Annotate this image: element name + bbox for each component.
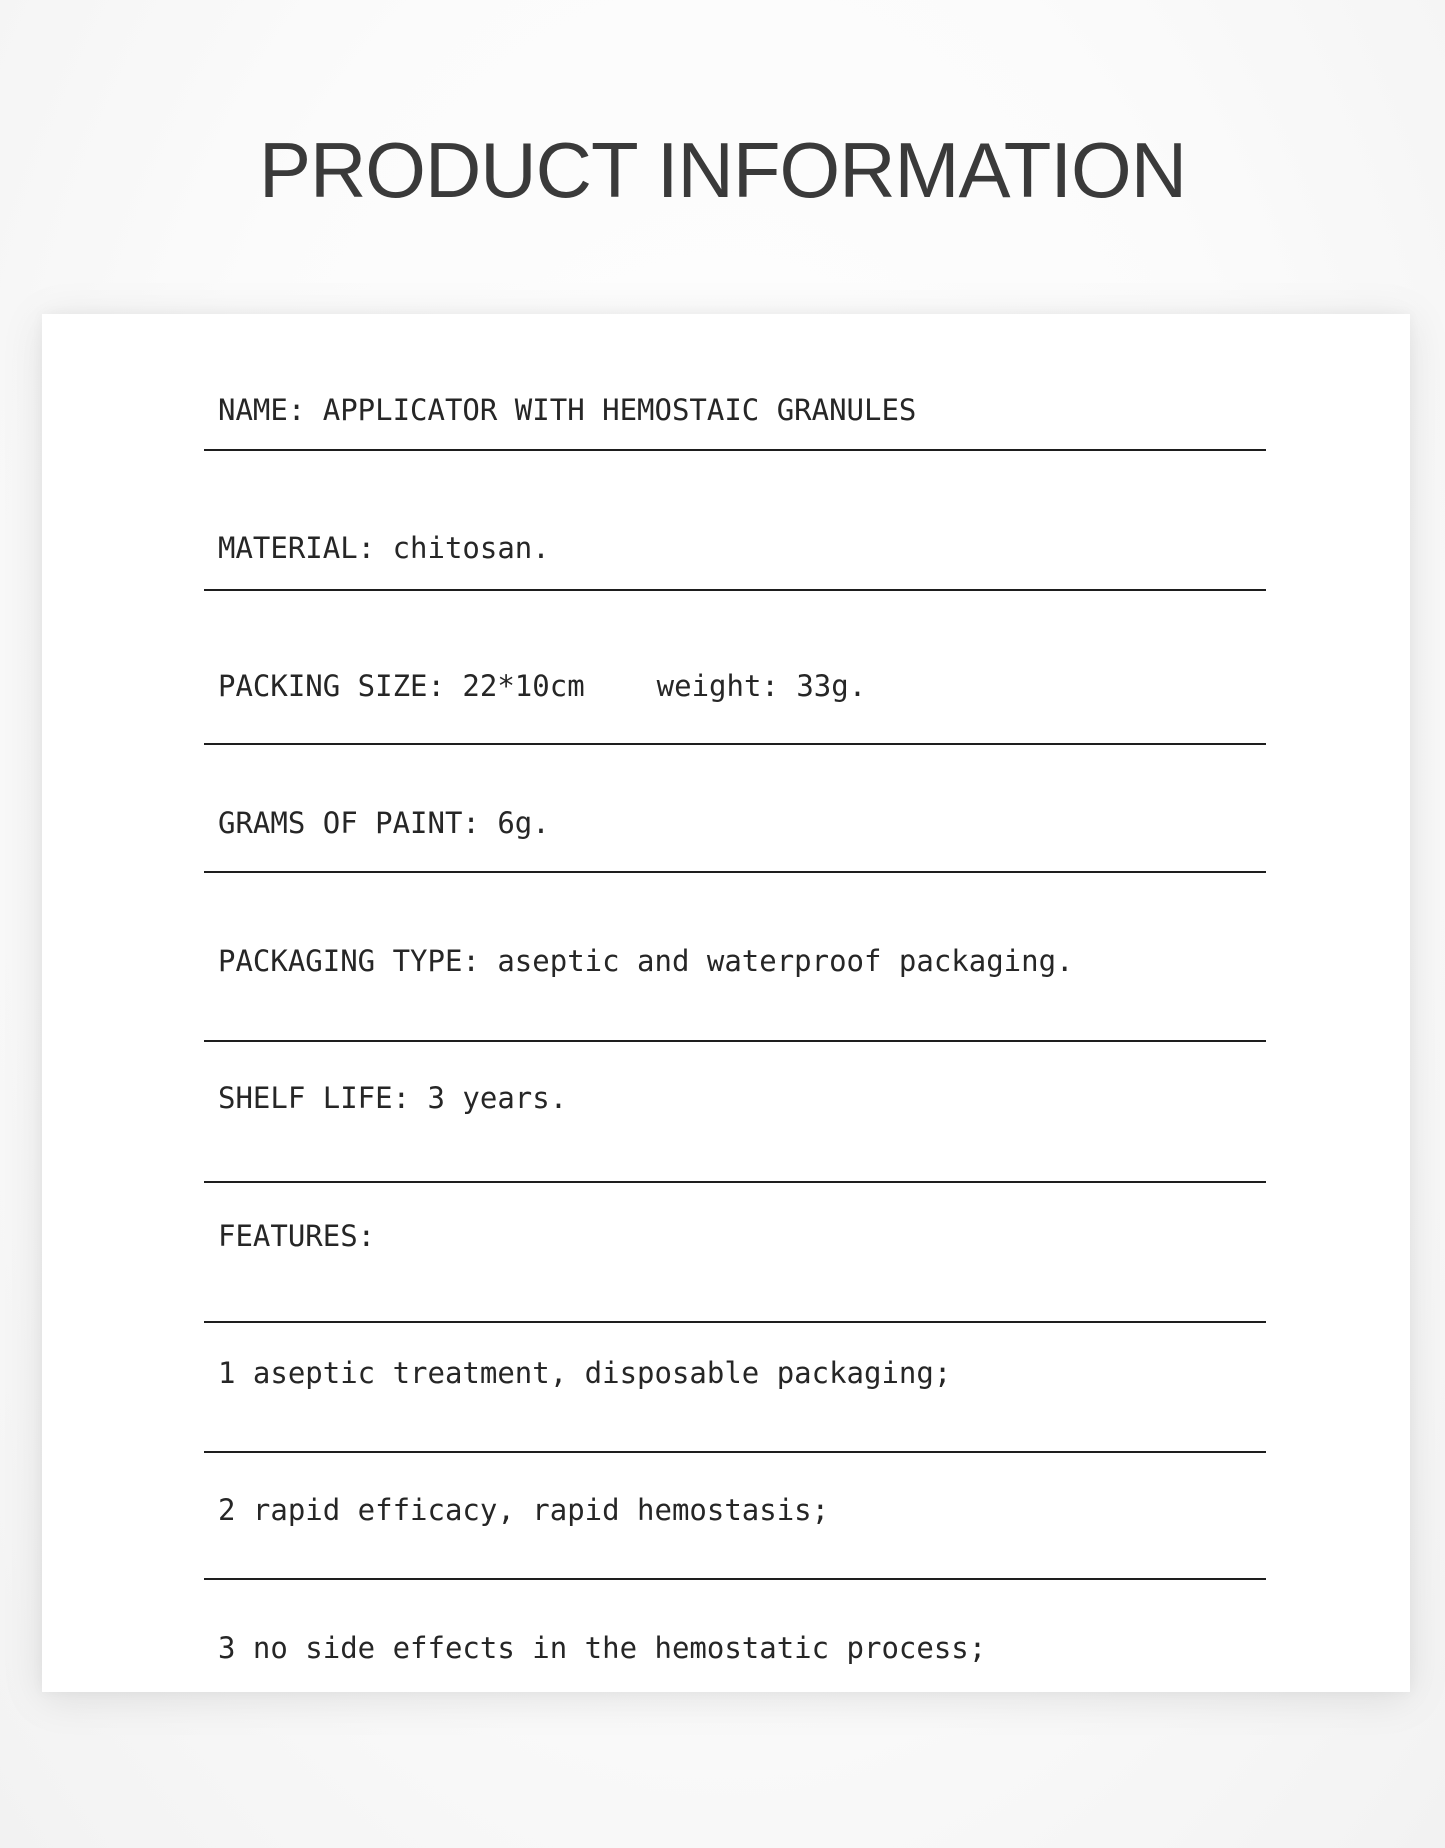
name-row: NAME: APPLICATOR WITH HEMOSTAIC GRANULES <box>218 393 917 427</box>
divider-line <box>204 1321 1266 1323</box>
feature-item-3: 3 no side effects in the hemostatic process; <box>218 1631 987 1665</box>
divider-line <box>204 449 1266 451</box>
divider-line <box>204 1040 1266 1042</box>
weight-text: weight: 33g. <box>656 669 867 703</box>
divider-line <box>204 589 1266 591</box>
page-title: PRODUCT INFORMATION <box>258 126 1187 214</box>
packaging-type-row: PACKAGING TYPE: aseptic and waterproof packaging. <box>218 944 1074 978</box>
grams-row: GRAMS OF PAINT: 6g. <box>218 806 550 840</box>
info-card <box>42 314 1410 1692</box>
packing-size-text: PACKING SIZE: 22*10cm <box>218 669 585 703</box>
divider-line <box>204 871 1266 873</box>
packing-size-row <box>218 666 866 706</box>
features-heading: FEATURES: <box>218 1219 376 1253</box>
shelf-life-row: SHELF LIFE: 3 years. <box>218 1081 568 1115</box>
feature-item-1: 1 aseptic treatment, disposable packaging; <box>218 1356 952 1390</box>
feature-item-2: 2 rapid efficacy, rapid hemostasis; <box>218 1493 830 1527</box>
divider-line <box>204 743 1266 745</box>
divider-line <box>204 1181 1266 1183</box>
divider-line <box>204 1451 1266 1453</box>
divider-line <box>204 1578 1266 1580</box>
material-row: MATERIAL: chitosan. <box>218 531 550 565</box>
